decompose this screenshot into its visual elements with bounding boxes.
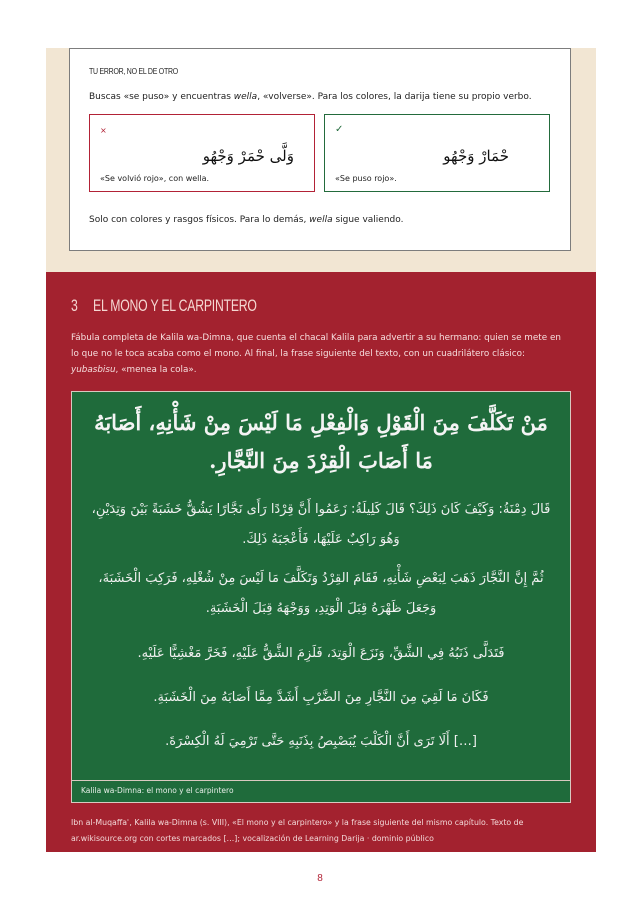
wrong-example-card bbox=[89, 114, 315, 192]
arabic-paragraph-2: ثُمَّ إِنَّ النَّجَّارَ ذَهَبَ لِبَعْضِ شَأْنِهِ، فَقَامَ القِرْدُ وَتَكَلَّفَ مَا لَيْسَ مِنْ شُغْلِهِ، فَرَكِبَ الْخَشَبَةَ، وَجَعَلَ ظَهْرَهُ قِبَلَ الْوَتِدِ، وَوَجْهَهُ قِبَلَ الْخَشَبَةِ. bbox=[98, 571, 544, 616]
arabic-heading: مَنْ تَكَلَّفَ مِنَ الْقَوْلِ وَالْفِعْلِ مَا لَيْسَ مِنْ شَأْنِهِ، أَصَابَهُ مَا أَصَابَ الْقِرْدَ مِنَ النَّجَّارِ. bbox=[94, 410, 548, 473]
arabic-paragraph-1: قَالَ دِمْنَةُ: وَكَيْفَ كَانَ ذَلِكَ؟ قَالَ كَلِيلَةُ: زَعَمُوا أَنَّ قِرْدًا رَأَى نَجَّارًا يَشُقُّ خَشَبَةً بَيْنَ وَتِدَيْنِ، وَهُوَ رَاكِبٌ عَلَيْهَا، فَأَعْجَبَهُ ذَلِكَ. bbox=[91, 502, 551, 547]
right-example-card bbox=[324, 114, 550, 192]
section-title: EL MONO Y EL CARPINTERO bbox=[93, 296, 257, 315]
right-example-arabic: حْمَارْ وَجْهُو bbox=[443, 147, 509, 165]
section-intro: Fábula completa de Kalila wa-Dimna, que cuenta el chacal Kalila para advertir a su hermano: quien se mete en lo que no le toca acaba como el mono. Al final, la frase siguiente del texto, con un cuadrilátero clásico: yubasbisu, «menea la cola». bbox=[71, 333, 561, 375]
arabic-paragraph-3: فَتَدَلَّى ذَنَبُهُ فِي الشَّقِّ، وَنَزَعَ الْوَتِدَ، فَلَزِمَ الشَّقُّ عَلَيْهِ، فَخَرَّ مَغْشِيًّا عَلَيْهِ. bbox=[137, 646, 505, 661]
wrong-example-arabic: وَلَّى حْمَرْ وَجْهُو bbox=[202, 147, 294, 165]
arabic-paragraph-4: فَكَانَ مَا لَقِيَ مِنَ النَّجَّارِ مِنَ الضَّرْبِ أَشَدَّ مِمَّا أَصَابَهُ مِنَ الْخَشَبَةِ. bbox=[153, 690, 489, 705]
section-number: 3 bbox=[71, 296, 78, 315]
error-box-title: TU ERROR, NO EL DE OTRO bbox=[89, 66, 178, 76]
error-box bbox=[69, 48, 571, 251]
error-box-description: Buscas «se puso» y encuentras wella, «volverse». Para los colores, la darija tiene su propio verbo. bbox=[89, 92, 532, 102]
error-box-note: Solo con colores y rasgos físicos. Para lo demás, wella sigue valiendo. bbox=[89, 215, 404, 225]
source-citation: Ibn al-Muqaffaʿ, Kalila wa-Dimna (s. VIII), «El mono y el carpintero» y la frase siguiente del mismo capítulo. Texto de ar.wikisource.org con cortes marcados […]; vocalización de Learning Darija · dominio público bbox=[71, 818, 524, 843]
term-wella: wella bbox=[233, 92, 258, 102]
check-icon: ✓ bbox=[335, 124, 344, 135]
fable-section bbox=[46, 272, 596, 852]
error-box-band bbox=[46, 48, 596, 272]
right-example-caption: «Se puso rojo». bbox=[335, 174, 397, 183]
arabic-paragraph-5: […] أَلَا تَرَى أَنَّ الْكَلْبَ يُبَصْبِصُ بِذَنَبِهِ حَتَّى تَرْمِيَ لَهُ الْكِسْرَةَ. bbox=[165, 734, 477, 749]
term-yubasbisu: yubasbisu bbox=[71, 365, 116, 375]
arabic-text-box bbox=[71, 391, 571, 803]
wrong-example-caption: «Se volvió rojo», con wella. bbox=[100, 174, 210, 183]
cross-icon: × bbox=[100, 126, 107, 135]
text-box-caption: Kalila wa-Dimna: el mono y el carpintero bbox=[72, 780, 570, 802]
page-number: 8 bbox=[317, 873, 323, 884]
